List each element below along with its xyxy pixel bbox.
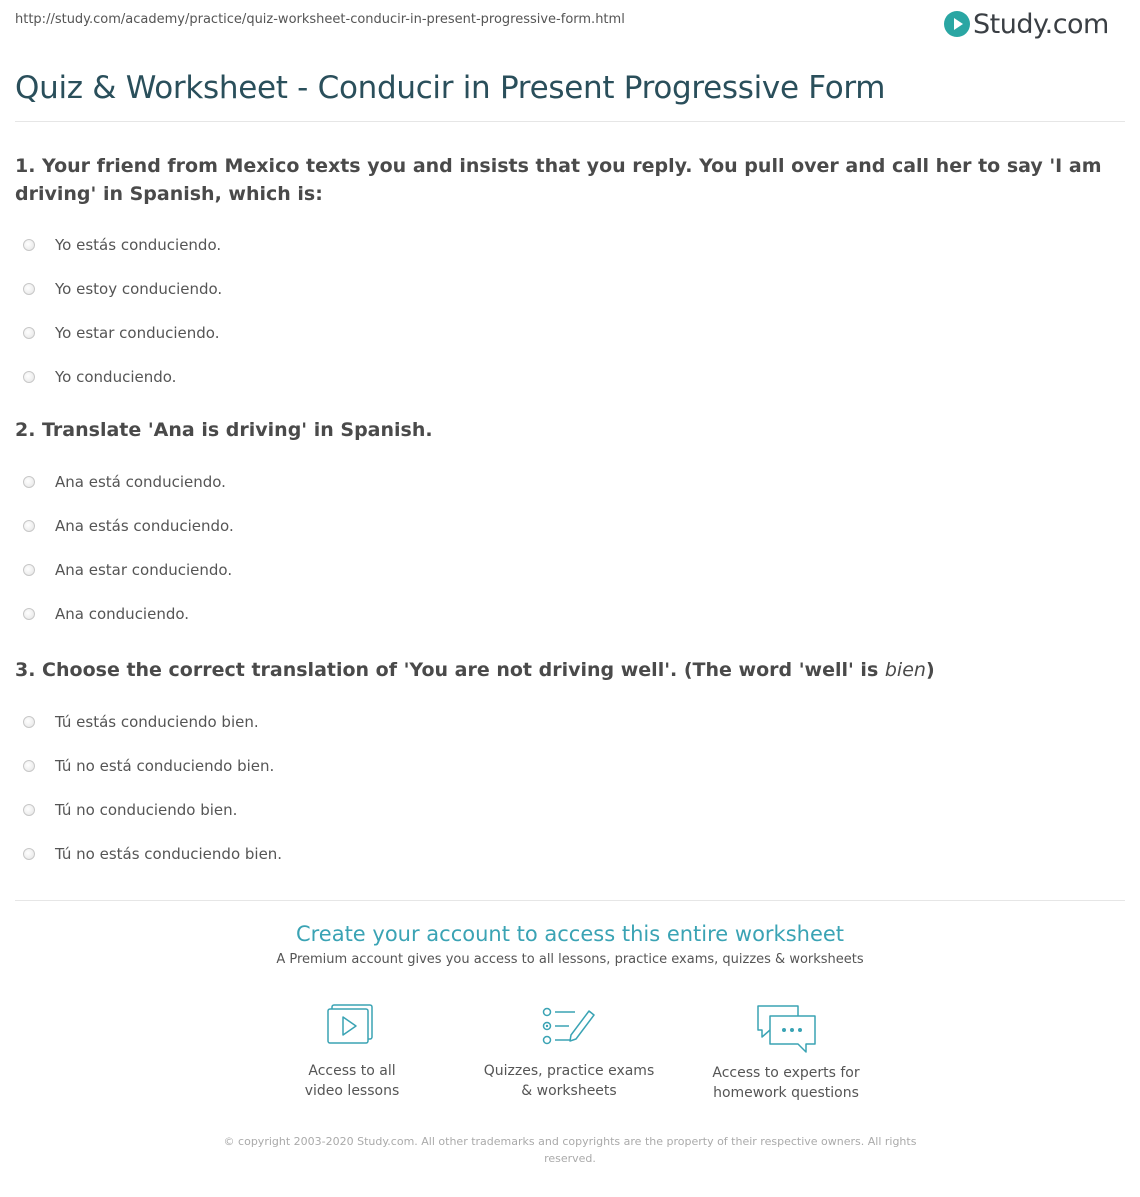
option-label: Ana estás conduciendo. (55, 517, 234, 535)
option-label: Yo estás conduciendo. (55, 236, 222, 254)
option-label: Yo estoy conduciendo. (55, 280, 223, 298)
page-url: http://study.com/academy/practice/quiz-worksheet-conducir-in-present-progressive-form.html (15, 12, 625, 27)
answer-option[interactable] (15, 592, 1125, 636)
logo-text: Study.com (973, 8, 1109, 40)
footer-copyright: © copyright 2003-2020 Study.com. All other trademarks and copyrights are the property of their respective owners. All rights reserved. (223, 1135, 917, 1165)
answer-options (15, 700, 1125, 876)
option-label: Ana estar conduciendo. (55, 561, 233, 579)
question-text-italic: bien (884, 659, 926, 681)
feature-quizzes (469, 1003, 669, 1101)
radio-button[interactable] (23, 760, 35, 772)
feature-label: Access to experts for homework questions (712, 1065, 860, 1101)
feature-video-lessons (252, 1003, 452, 1101)
answer-options (15, 223, 1125, 399)
question-3 (15, 656, 1125, 876)
radio-button[interactable] (23, 608, 35, 620)
quiz (15, 152, 1125, 876)
answer-option[interactable] (15, 548, 1125, 592)
option-label: Ana está conduciendo. (55, 473, 226, 491)
radio-button[interactable] (23, 239, 35, 251)
feature-experts (686, 1003, 886, 1103)
option-label: Yo estar conduciendo. (55, 324, 220, 342)
option-label: Tú estás conduciendo bien. (55, 713, 259, 731)
radio-button[interactable] (23, 848, 35, 860)
answer-option[interactable] (15, 311, 1125, 355)
page-title: Quiz & Worksheet - Conducir in Present Progressive Form (15, 70, 886, 106)
question-text-end: ) (925, 659, 935, 681)
feature-label: Access to all video lessons (304, 1063, 400, 1099)
radio-button[interactable] (23, 371, 35, 383)
play-circle-icon (944, 11, 970, 37)
answer-option[interactable] (15, 267, 1125, 311)
answer-option[interactable] (15, 355, 1125, 399)
answer-option[interactable] (15, 744, 1125, 788)
radio-button[interactable] (23, 327, 35, 339)
answer-option[interactable] (15, 460, 1125, 504)
answer-option[interactable] (15, 700, 1125, 744)
question-text: 1. Your friend from Mexico texts you and insists that you reply. You pull over and call her to say 'I am driving' in Spanish, which is: (15, 155, 1102, 205)
chat-bubbles-icon (754, 1003, 818, 1055)
radio-button[interactable] (23, 476, 35, 488)
question-1 (15, 152, 1125, 416)
option-label: Ana conduciendo. (55, 605, 190, 623)
feature-label: Quizzes, practice exams & worksheets (483, 1063, 655, 1099)
question-2 (15, 416, 1125, 656)
radio-button[interactable] (23, 283, 35, 295)
radio-button[interactable] (23, 804, 35, 816)
option-label: Yo conduciendo. (55, 368, 177, 386)
radio-button[interactable] (23, 520, 35, 532)
answer-option[interactable] (15, 832, 1125, 876)
answer-option[interactable] (15, 223, 1125, 267)
question-text (15, 656, 1125, 684)
divider (15, 121, 1125, 122)
question-text-main: 3. Choose the correct translation of 'You are not driving well'. (The word 'well' is (15, 659, 885, 681)
question-text: 2. Translate 'Ana is driving' in Spanish. (15, 419, 433, 441)
answer-option[interactable] (15, 788, 1125, 832)
study-logo[interactable] (944, 6, 1109, 42)
answer-option[interactable] (15, 504, 1125, 548)
cta-subtitle: A Premium account gives you access to all lessons, practice exams, quizzes & worksheets (276, 952, 864, 967)
radio-button[interactable] (23, 564, 35, 576)
checklist-icon (541, 1003, 597, 1047)
radio-button[interactable] (23, 716, 35, 728)
option-label: Tú no conduciendo bien. (55, 801, 238, 819)
divider (15, 900, 1125, 901)
signup-cta (0, 922, 1140, 967)
answer-options (15, 460, 1125, 636)
option-label: Tú no estás conduciendo bien. (55, 845, 283, 863)
cta-title[interactable]: Create your account to access this entire worksheet (295, 922, 845, 946)
video-lessons-icon (326, 1003, 378, 1047)
option-label: Tú no está conduciendo bien. (55, 757, 275, 775)
